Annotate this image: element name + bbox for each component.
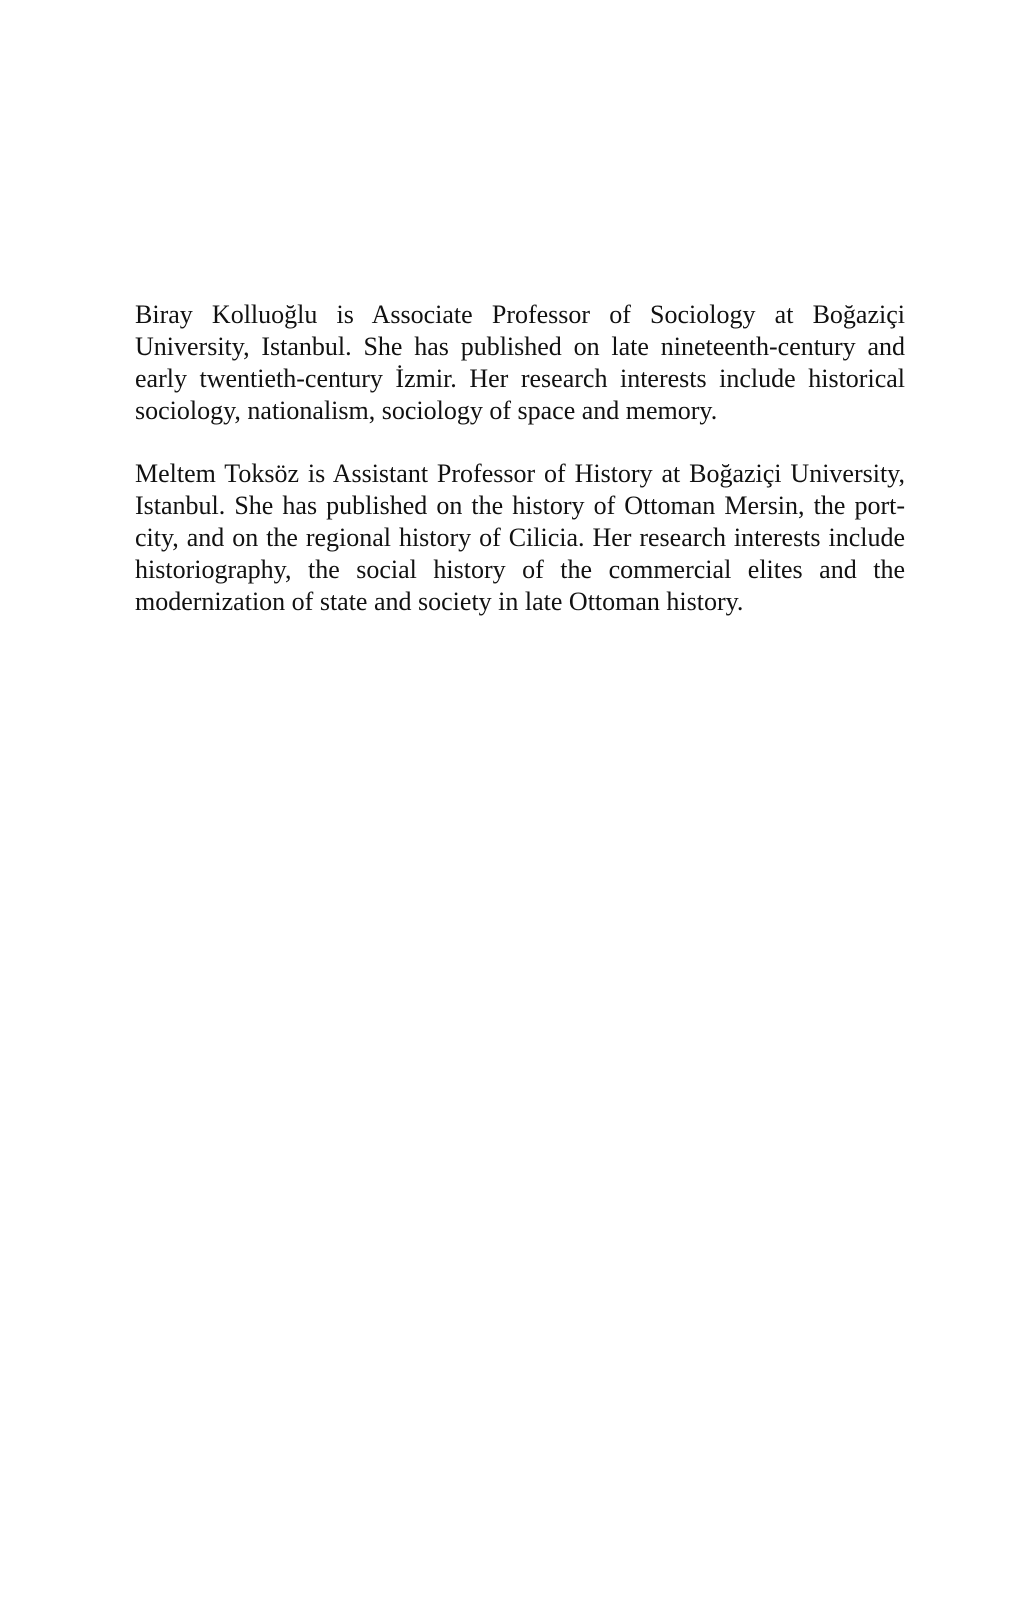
bio-paragraph-biray-kolluoglu: Biray Kolluoğlu is Associate Professor of Sociology at Boğaziçi University, Istanbul. She has published on late nineteenth-century and early twentieth-century İzmir. Her research interests include historical sociology, nationalism, sociology of space and memory. — [135, 300, 905, 425]
bio-paragraph-meltem-toksoz: Meltem Toksöz is Assistant Professor of History at Boğaziçi University, Istanbul. She has published on the history of Ottoman Mersin, the port-city, and on the regional history of Cilicia. Her research interests include historiography, the social history of the commercial elites and the modernization of state and society in late Ottoman history. — [135, 459, 905, 616]
contributor-bios — [135, 299, 905, 618]
